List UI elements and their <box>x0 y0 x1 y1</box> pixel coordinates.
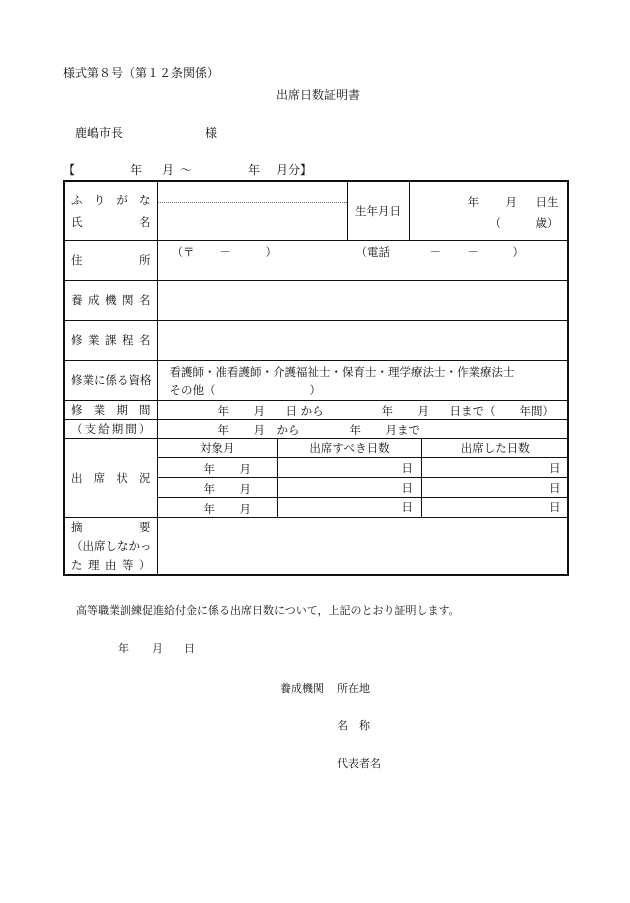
qualification-options: 看護師・准看護師・介護福祉士・保育士・理学療法士・作業療法士 <box>169 364 515 379</box>
att-month-cell[interactable]: 年 月 <box>158 458 278 478</box>
attendance-table <box>158 439 569 517</box>
phone-open: （電話 <box>355 244 390 259</box>
furigana-label: ふ り が な <box>71 192 151 207</box>
birth-year: 年 <box>467 195 479 209</box>
sp-year: 年 <box>217 403 229 418</box>
study-period-label-cell <box>64 400 157 419</box>
remarks-label-cell <box>64 517 157 575</box>
remarks-sub-1: （出席しなかっ <box>71 538 152 553</box>
certificate-form <box>63 180 569 576</box>
period-month-end: 月分】 <box>276 163 313 177</box>
postal-dash: － <box>219 244 231 259</box>
attendance-header-row <box>158 439 569 458</box>
institution-label-cell <box>64 280 157 320</box>
remarks-sub-2: た 理 由 等 ） <box>71 557 151 572</box>
att-header-target-month: 対象月 <box>158 439 278 458</box>
addressee-honorific: 様 <box>205 126 218 140</box>
institution-input-cell[interactable] <box>157 280 568 320</box>
course-label-cell <box>64 320 157 360</box>
pay-period-label-cell <box>64 419 157 438</box>
pp-month-from: 月 から <box>253 422 300 437</box>
furigana-divider <box>158 202 347 203</box>
birth-month: 月 <box>505 195 517 209</box>
date-year: 年 <box>118 642 129 655</box>
postal-close: ） <box>265 244 277 259</box>
period-year-end: 年 <box>248 163 261 177</box>
pp-month-until: 月まで <box>385 422 420 437</box>
course-input-cell[interactable] <box>157 320 568 360</box>
addressee-mayor: 鹿嶋市長 <box>75 126 124 140</box>
sp-year-2: 年 <box>381 403 393 418</box>
attendance-cell <box>157 438 568 517</box>
qualification-label: 修業に係る資格 <box>64 360 157 400</box>
phone-close: ） <box>512 244 524 259</box>
phone-dash-2: － <box>467 244 479 259</box>
period-tilde: ～ <box>180 163 193 177</box>
attendance-row <box>158 478 569 498</box>
age-open: （ <box>489 216 501 230</box>
att-month-cell[interactable]: 年 月 <box>158 478 278 498</box>
date-day: 日 <box>184 642 195 655</box>
remarks-input-cell[interactable] <box>157 517 568 575</box>
attendance-row <box>158 458 569 478</box>
att-attended-cell[interactable]: 日 <box>422 498 569 517</box>
qualification-cell[interactable] <box>157 360 568 400</box>
sig-institution: 養成機関 <box>280 682 324 695</box>
attendance-label: 出 席 状 況 <box>71 470 151 485</box>
attendance-row <box>158 498 569 517</box>
sig-name-label: 名 称 <box>337 719 370 732</box>
pay-period-label: （ 支 給 期 間 ） <box>71 421 151 436</box>
name-input-cell[interactable] <box>157 181 347 240</box>
pay-period-cell[interactable] <box>157 419 568 438</box>
certification-text: 高等職業訓練促進給付金に係る出席日数について，上記のとおり証明します。 <box>76 604 460 617</box>
att-required-cell[interactable]: 日 <box>278 498 422 517</box>
sp-month: 月 <box>253 403 265 418</box>
birth-day: 日生 <box>535 195 559 209</box>
name-label: 氏 名 <box>71 214 151 229</box>
att-required-cell[interactable]: 日 <box>278 478 422 498</box>
sig-representative-label: 代表者名 <box>337 757 381 770</box>
address-label: 住 所 <box>71 253 151 267</box>
sp-years: 年間） <box>519 403 554 418</box>
attendance-label-cell <box>64 438 157 517</box>
period-open-bracket: 【 <box>63 163 76 177</box>
att-attended-cell[interactable]: 日 <box>422 458 569 478</box>
sig-location-label: 所在地 <box>337 682 370 695</box>
pp-year-2: 年 <box>349 422 361 437</box>
birth-label: 生年月日 <box>347 181 409 240</box>
sp-day-until: 日まで（ <box>449 403 496 418</box>
address-input-cell[interactable] <box>157 240 568 280</box>
postal-open: （〒 <box>171 244 195 259</box>
period-year: 年 <box>130 163 143 177</box>
period-month: 月 <box>162 163 175 177</box>
qualification-other: その他（ <box>169 382 216 397</box>
att-attended-cell[interactable]: 日 <box>422 478 569 498</box>
att-header-attended-days: 出席した日数 <box>422 439 569 458</box>
birth-input-cell[interactable] <box>409 181 568 240</box>
sp-day-from: 日 から <box>285 403 324 418</box>
study-period-label: 修 業 期 間 <box>71 402 151 417</box>
remarks-label: 摘 要 <box>71 519 151 534</box>
sp-month-2: 月 <box>417 403 429 418</box>
pp-year: 年 <box>217 422 229 437</box>
att-header-required-days: 出席すべき日数 <box>278 439 422 458</box>
address-label-cell <box>64 240 157 280</box>
course-label: 修 業 課 程 名 <box>71 333 151 347</box>
name-label-cell <box>64 181 157 240</box>
qualification-other-close: ） <box>309 382 321 397</box>
date-month: 月 <box>152 642 163 655</box>
institution-label: 養 成 機 関 名 <box>71 293 151 307</box>
att-required-cell[interactable]: 日 <box>278 458 422 478</box>
phone-dash-1: － <box>429 244 441 259</box>
document-title: 出席日数証明書 <box>276 88 361 102</box>
att-month-cell[interactable]: 年 月 <box>158 498 278 517</box>
form-number: 様式第８号（第１２条関係） <box>63 66 220 80</box>
study-period-cell[interactable] <box>157 400 568 419</box>
age-close: 歳） <box>535 216 559 230</box>
